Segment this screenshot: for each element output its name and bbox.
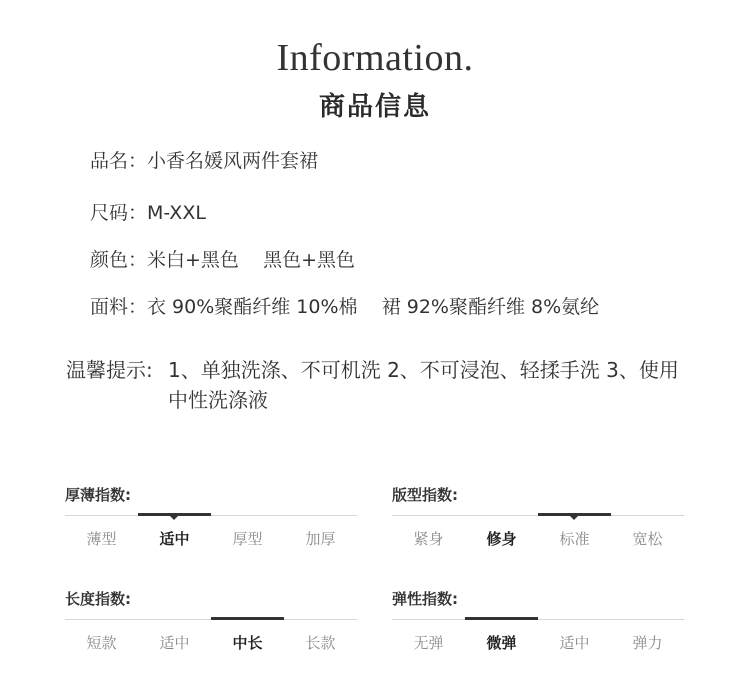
elasticity-option: 适中 [559, 634, 590, 652]
elasticity-index-line [392, 619, 684, 620]
thickness-option: 厚型 [232, 530, 263, 548]
thickness-option: 薄型 [86, 530, 117, 548]
length-option-selected: 中长 [232, 634, 263, 652]
elasticity-option-selected: 微弹 [486, 634, 517, 652]
length-option: 长款 [305, 634, 336, 652]
thickness-index-pointer [170, 516, 178, 520]
fit-option: 标准 [559, 530, 590, 548]
product-size: 尺码：M-XXL [90, 202, 206, 224]
length-index-title: 长度指数: [65, 590, 131, 608]
elasticity-option: 无弹 [413, 634, 444, 652]
elasticity-index-title: 弹性指数: [392, 590, 458, 608]
thickness-index-line [65, 515, 357, 516]
length-option: 适中 [159, 634, 190, 652]
care-tip-text: 1、单独洗涤、不可机洗 2、不可浸泡、轻揉手洗 3、使用中性洗涤液 [168, 358, 679, 412]
care-tip-label: 温馨提示: [66, 358, 153, 382]
title-chinese: 商品信息 [318, 92, 431, 122]
fit-index-pointer [570, 516, 578, 520]
thickness-option: 加厚 [305, 530, 336, 548]
fit-option: 宽松 [632, 530, 663, 548]
thickness-option-selected: 适中 [159, 530, 190, 548]
fit-option-selected: 修身 [486, 530, 517, 548]
product-color: 颜色：米白+黑色 黑色+黑色 [90, 249, 355, 271]
elasticity-option: 弹力 [632, 634, 663, 652]
length-index-marker [211, 617, 284, 620]
thickness-index-title: 厚薄指数: [65, 486, 131, 504]
fit-index-title: 版型指数: [392, 486, 458, 504]
product-name: 品名：小香名媛风两件套裙 [90, 150, 319, 172]
product-fabric: 面料：衣 90%聚酯纤维 10%棉 裙 92%聚酯纤维 8%氨纶 [90, 296, 600, 318]
title-english: Information. [276, 37, 474, 79]
elasticity-index-marker [465, 617, 538, 620]
length-option: 短款 [86, 634, 117, 652]
fit-option: 紧身 [413, 530, 444, 548]
